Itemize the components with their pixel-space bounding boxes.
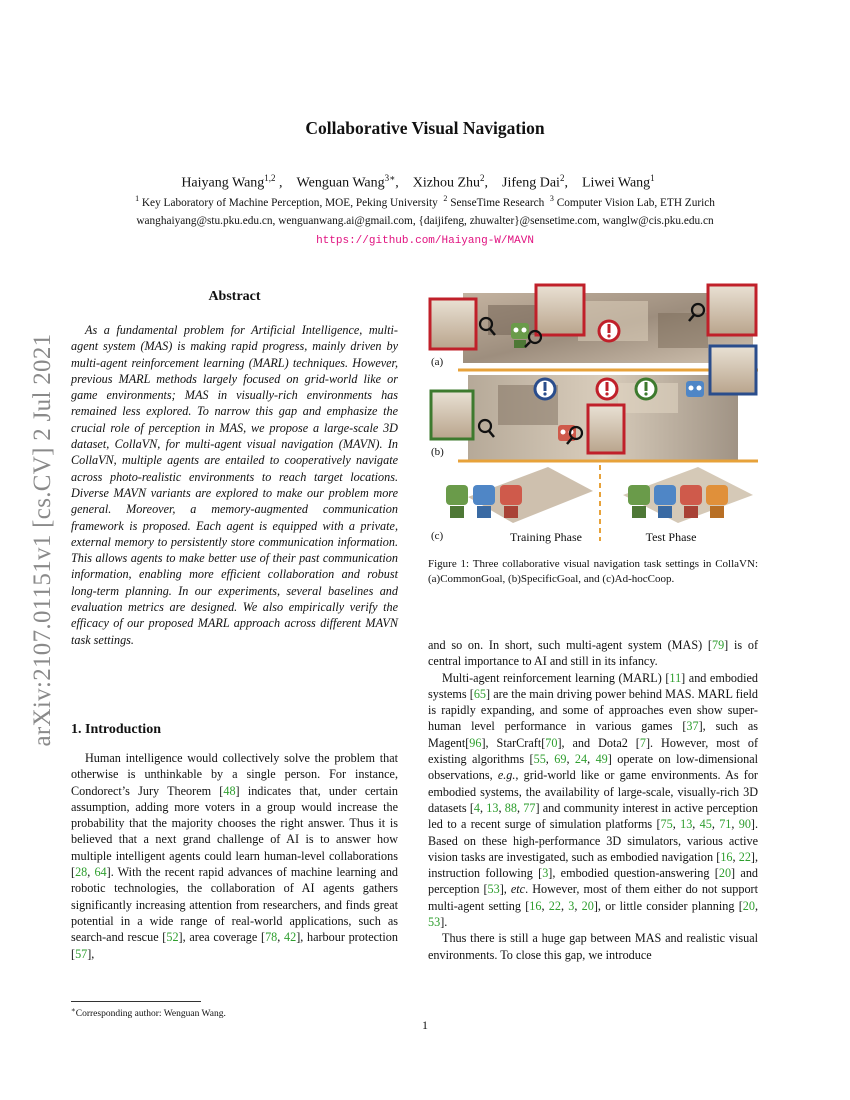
citation-link[interactable]: 53 [428, 915, 441, 930]
affiliations [0, 194, 850, 209]
emphasis-text: e.g. [497, 768, 516, 783]
alert-icon [535, 379, 555, 399]
arxiv-stamp [18, 310, 68, 770]
author-separator: , [275, 175, 297, 191]
author-emails: wanghaiyang@stu.pku.edu.cn, wenguanwang.ai@gmail.com, {daijifeng, zhuwalter}@sensetime.com, wanglw@cis.pku.edu.cn [136, 215, 714, 227]
citation-link[interactable]: 7 [639, 735, 646, 750]
alert-icon [636, 379, 656, 399]
affiliation-text: SenseTime Research [447, 196, 550, 209]
affiliation-text: Computer Vision Lab, ETH Zurich [553, 196, 715, 209]
citation-link[interactable]: 48 [223, 783, 236, 798]
panel-c [431, 465, 753, 544]
citation-link[interactable]: 13 [680, 817, 693, 832]
citation-link[interactable]: 79 [711, 638, 725, 652]
author-separator [655, 176, 669, 191]
citation-link[interactable]: 28 [75, 865, 88, 880]
author-name: Liwei Wang [581, 175, 651, 191]
author-affil-mark: 3∗ [384, 173, 396, 183]
panel-label-a: (a) [431, 356, 444, 368]
citation-link[interactable]: 20 [581, 898, 594, 913]
footnote-text: Corresponding author: Wenguan Wang. [75, 1009, 226, 1020]
goal-view-red-a1 [430, 299, 476, 349]
author-affil-mark: 1 [650, 173, 655, 183]
introduction-paragraph: Thus there is still a huge gap between MAS and realistic visual environments. To close this gap, we introduce [428, 931, 758, 962]
citation-link[interactable]: 16 [529, 898, 542, 913]
introduction-paragraph: Human intelligence would collectively solve the problem that otherwise is unthinkable by a single person. For instance, Condorect’s Jury Theorem [48] indicates that, under certain assumption, adding more voters in a group would increase the probability that the majority chooses the right answer. Thus it is believed that a next grand challenge of AI is to answer how multiple intelligent agents could learn human-level collaborations [28, 64]. With the recent rapid advances of machine learning and robotic technologies, the collaboration of AI agents gathers significantly increasing attention from researchers, and finds great potential in a wide range of real-world applications, such as search-and rescue [52], area coverage [78, 42], harbour protection [57], [71, 751, 399, 961]
citation-link[interactable]: 70 [545, 735, 558, 750]
author-name: Wenguan Wang [296, 175, 385, 191]
footnote-mark: ∗ [71, 1006, 76, 1014]
paper-title: Collaborative Visual Navigation [305, 118, 545, 138]
panel-label-c: (c) [431, 530, 444, 542]
abstract-body: As a fundamental problem for Artificial Intelligence, multi-agent system (MAS) is making rapid progress, mainly driven by multi-agent reinforcement learning (MARL) techniques. However, previous MARL methods largely focused on grid-world like or game environments; MAS in visually-rich environments has remained less explored. To narrow this gap and emphasize the crucial role of perception in MAS, we propose a large-scale 3D dataset, CollaVN, for multi-agent visual navigation (MAVN). In CollaVN, multiple agents are entailed to cooperatively navigate across photo-realistic environments to reach target locations. Diverse MAVN variants are explored to make our problem more general. Moreover, a memory-augmented communication framework is proposed. Each agent is equipped with a private, external memory to persistently store communication information. This allows agents to make better use of their past communication information, enabling more efficient collaboration and robust long-term planning. In our experiments, several baselines and evaluation metrics are designed. We also empirically verify the efficacy of our proposed MARL approach across different MAVN task settings. [71, 323, 398, 647]
citation-link[interactable]: 52 [166, 930, 179, 945]
author-affil-mark: 1,2 [264, 173, 276, 183]
citation-link[interactable]: 42 [284, 930, 297, 945]
abstract-heading: Abstract [208, 289, 261, 304]
citation-link[interactable]: 90 [738, 817, 751, 832]
citation-link[interactable]: 75 [660, 817, 673, 832]
author-separator: , [395, 175, 413, 191]
figure-1-illustration [428, 283, 758, 545]
affiliation-mark: 3 [549, 194, 554, 203]
citation-link[interactable]: 3 [568, 898, 575, 913]
robot-blue-b [686, 381, 704, 397]
affiliation-text: Key Laboratory of Machine Perception, MOE, Peking University [139, 196, 444, 209]
introduction-continued [428, 637, 758, 963]
citation-link[interactable]: 65 [473, 686, 486, 701]
repo-link[interactable]: https://github.com/Haiyang-W/MAVN [316, 235, 534, 247]
panel-b [431, 346, 758, 461]
robot-team-train [446, 485, 522, 518]
citation-link[interactable]: 13 [486, 800, 499, 815]
citation-link[interactable]: 69 [554, 752, 567, 767]
author-affil-mark: 2 [559, 173, 565, 183]
figure-1 [428, 283, 758, 545]
citation-link[interactable]: 88 [504, 800, 517, 815]
citation-link[interactable]: 20 [718, 866, 732, 881]
affiliation-mark: 1 [135, 194, 140, 203]
goal-view-red-a2 [536, 285, 584, 335]
author-name: Jifeng Dai [502, 175, 560, 191]
footnote-rule [71, 1001, 201, 1002]
alert-icon [599, 321, 619, 341]
citation-link[interactable]: 24 [574, 752, 588, 767]
citation-link[interactable]: 55 [533, 752, 546, 767]
citation-link[interactable]: 3 [542, 866, 549, 881]
author-separator: , [484, 175, 503, 191]
citation-link[interactable]: 53 [487, 882, 500, 897]
arxiv-stamp-text: arXiv:2107.01151v1 [cs.CV] 2 Jul 2021 [29, 333, 56, 747]
test-phase-label: Test Phase [645, 530, 697, 544]
citation-link[interactable]: 37 [686, 719, 699, 734]
author-name: Haiyang Wang [181, 175, 265, 191]
panel-label-b: (b) [431, 446, 444, 458]
author-list [0, 173, 850, 192]
citation-link[interactable]: 71 [719, 817, 732, 832]
citation-link[interactable]: 16 [720, 849, 733, 864]
alert-icon [597, 379, 617, 399]
citation-link[interactable]: 22 [738, 849, 751, 864]
author-affil-mark: 2 [480, 173, 485, 183]
goal-view-red-b [588, 405, 624, 453]
citation-link[interactable]: 11 [669, 670, 682, 685]
citation-link[interactable]: 64 [94, 865, 107, 880]
citation-link[interactable]: 20 [742, 898, 755, 913]
introduction-paragraph: and so on. In short, such multi-agent system (MAS) [79] is of central importance to AI and still in its infancy. [428, 638, 758, 669]
emphasis-text: etc [510, 882, 526, 897]
goal-view-blue-b [710, 346, 756, 394]
page-number: 1 [422, 1018, 428, 1032]
citation-link[interactable]: 4 [473, 800, 480, 815]
citation-link[interactable]: 78 [265, 930, 278, 945]
author-separator: , [564, 175, 582, 191]
citation-link[interactable]: 22 [548, 898, 561, 913]
figure-1-caption: Figure 1: Three collaborative visual navigation task settings in CollaVN: (a)CommonGoal, (b)SpecificGoal, and (c)Ad-hocCoop. [428, 558, 758, 585]
citation-link[interactable]: 57 [75, 946, 88, 961]
affiliation-mark: 2 [443, 194, 448, 203]
author-name: Xizhou Zhu [412, 175, 481, 191]
training-phase-label: Training Phase [510, 530, 582, 544]
citation-link[interactable]: 77 [523, 800, 536, 815]
citation-link[interactable]: 96 [469, 735, 482, 750]
introduction-paragraph: Multi-agent reinforcement learning (MARL) [11] and embodied systems [65] are the main driving power behind MAS. MARL field is rapidly expanding, and some of approaches even show super-human level performance in various games [37], such as Magent[96], StarCraft[70], and Dota2 [7]. However, most of existing algorithms [55, 69, 24, 49] operate on low-dimensional observations, e.g., grid-world like or game environments. As for embodied systems, the availability of large-scale, visually-rich 3D datasets [4, 13, 88, 77] and community interest in active perception led to a recent surge of simulation platforms [75, 13, 45, 71, 90]. Based on these high-performance 3D simulators, various active vision tasks are investigated, such as embodied navigation [16, 22], instruction following [3], embodied question-answering [20] and perception [53], etc. However, most of them either do not support multi-agent setting [16, 22, 3, 20], or little consider planning [20, 53]. [428, 670, 759, 930]
citation-link[interactable]: 45 [699, 817, 712, 832]
goal-view-red-a3 [708, 285, 756, 335]
introduction-heading: 1. Introduction [71, 722, 161, 737]
citation-link[interactable]: 49 [595, 752, 608, 767]
goal-view-green-b [431, 391, 473, 439]
